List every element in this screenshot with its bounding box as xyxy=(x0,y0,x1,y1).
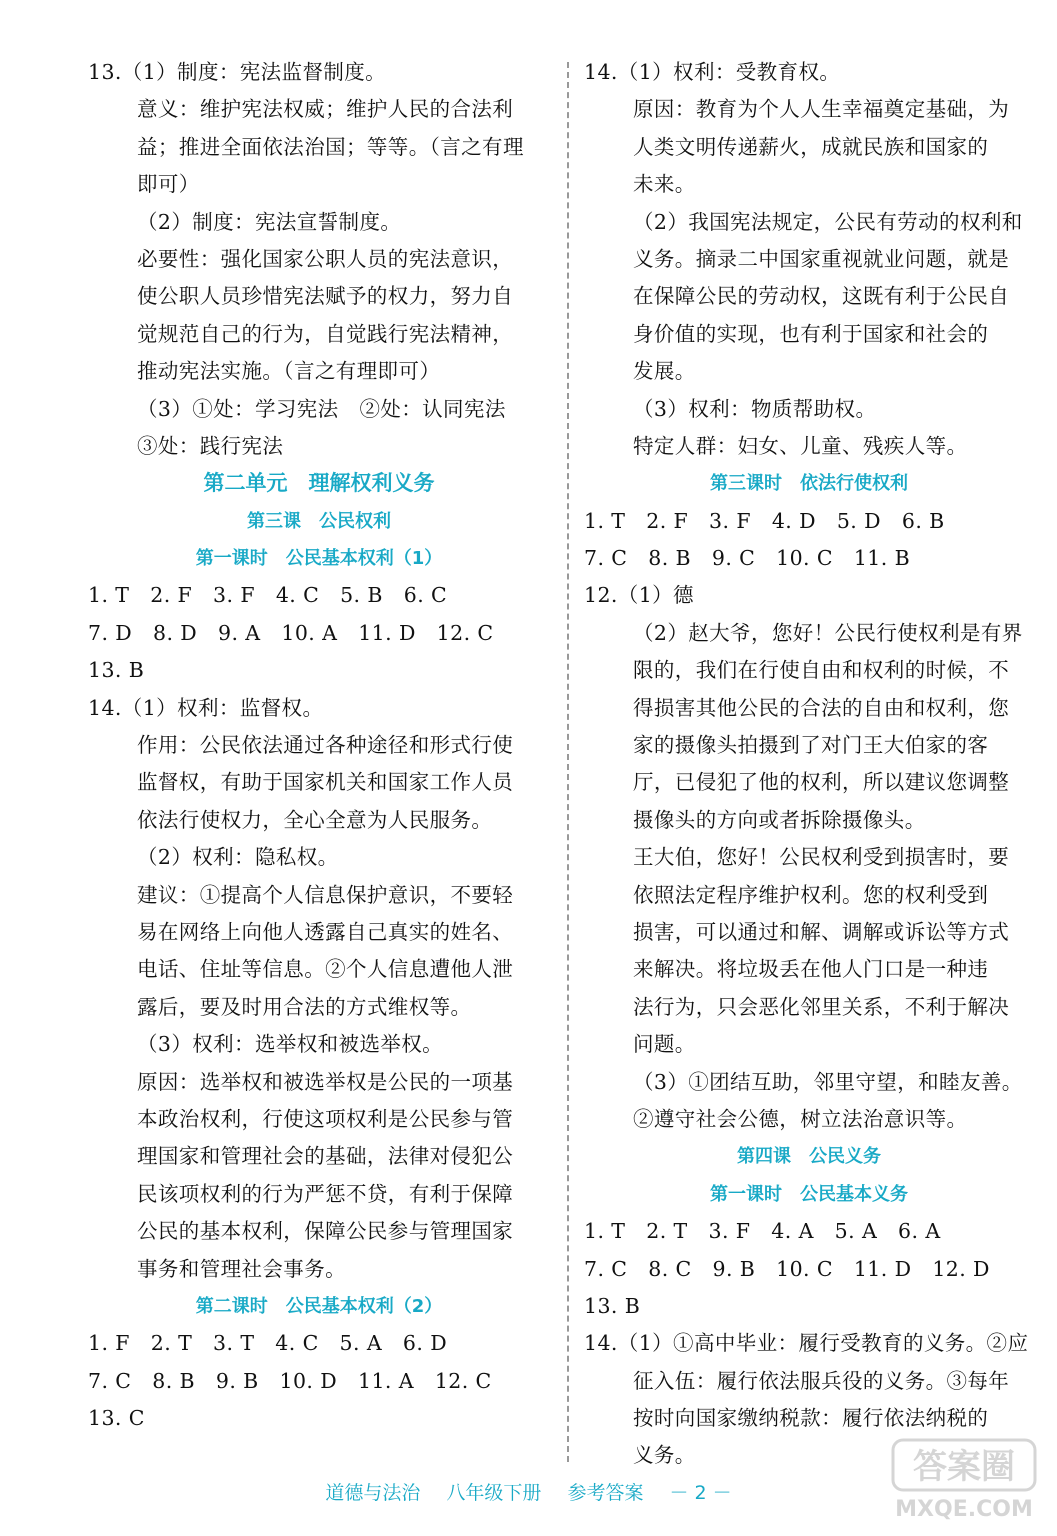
answer-line: ②遵守社会公德，树立法治意识等。 xyxy=(633,1106,968,1131)
answer-line: 原因：教育为个人人生幸福奠定基础，为 xyxy=(633,97,1010,122)
footer-grade: 八年级下册 xyxy=(446,1482,542,1504)
answer-line: 来解决。将垃圾丢在他人门口是一种违 xyxy=(633,957,989,982)
answer-line: （2）权利：隐私权。 xyxy=(137,845,339,870)
answer-line: 发展。 xyxy=(633,359,696,384)
right-column xyxy=(584,54,1034,1475)
footer-page-number: － 2 － xyxy=(669,1482,732,1504)
answer-line: 事务和管理社会事务。 xyxy=(137,1256,346,1281)
answer-line: 1. F 2. T 3. T 4. C 5. A 6. D xyxy=(88,1331,448,1356)
answer-line: 7. C 8. C 9. B 10. C 11. D 12. D xyxy=(584,1256,990,1281)
answer-line: （3）①团结互助，邻里守望，和睦友善。 xyxy=(633,1069,1023,1094)
answer-line: 意义：维护宪法权威；维护人民的合法利 xyxy=(137,97,514,122)
answer-line: 特定人群：妇女、儿童、残疾人等。 xyxy=(633,433,968,458)
answer-line: 人类文明传递薪火，成就民族和国家的 xyxy=(633,134,989,159)
answer-line: （2）制度：宪法宣誓制度。 xyxy=(137,209,402,234)
answer-line: 易在网络上向他人透露自己真实的姓名、 xyxy=(137,919,514,944)
answer-line: 得损害其他公民的合法的自由和权利，您 xyxy=(633,695,1010,720)
answer-line: 1. T 2. T 3. F 4. A 5. A 6. A xyxy=(584,1219,941,1244)
answer-line: 觉规范自己的行为，自觉践行宪法精神， xyxy=(137,321,514,346)
footer-subject: 道德与法治 xyxy=(325,1482,421,1504)
answer-line: 按时向国家缴纳税款：履行依法纳税的 xyxy=(633,1406,989,1431)
answer-line: 13. B xyxy=(88,658,145,683)
answer-line: 身价值的实现，也有利于国家和社会的 xyxy=(633,321,989,346)
answer-line: 限的，我们在行使自由和权利的时候，不 xyxy=(633,658,1010,683)
answer-line: 法行为，只会恶化邻里关系，不利于解决 xyxy=(633,994,1010,1019)
answer-line: 1. T 2. F 3. F 4. C 5. B 6. C xyxy=(88,583,448,608)
column-divider xyxy=(567,62,569,1462)
answer-line: （3）权利：选举权和被选举权。 xyxy=(137,1032,444,1057)
answer-line: ③处：践行宪法 xyxy=(137,433,284,458)
answer-line: （3）①处：学习宪法 ②处：认同宪法 xyxy=(137,396,506,421)
answer-line: 义务。 xyxy=(633,1443,696,1468)
answer-line: （3）权利：物质帮助权。 xyxy=(633,396,877,421)
answer-line: 理国家和管理社会的基础，法律对侵犯公 xyxy=(137,1144,514,1169)
footer-label: 参考答案 xyxy=(567,1482,644,1504)
answer-line: 1. T 2. F 3. F 4. D 5. D 6. B xyxy=(584,508,945,533)
answer-line: 在保障公民的劳动权，这既有利于公民自 xyxy=(633,284,1010,309)
answer-line: 13. B xyxy=(584,1293,641,1318)
answer-line: 益；推进全面依法治国；等等。（言之有理 xyxy=(137,134,524,159)
answer-line: 公民的基本权利，保障公民参与管理国家 xyxy=(137,1219,514,1244)
answer-line: 14.（1）权利：监督权。 xyxy=(88,695,324,720)
answer-line: 推动宪法实施。（言之有理即可） xyxy=(137,359,441,384)
answer-line: 14.（1）①高中毕业：履行受教育的义务。②应 xyxy=(584,1331,1029,1356)
watermark-url: MXQE.COM xyxy=(895,1497,1033,1522)
answer-line: 家的摄像头拍摄到了对门王大伯家的客 xyxy=(633,733,989,758)
answer-line: 建议：①提高个人信息保护意识，不要轻 xyxy=(137,882,514,907)
answer-line: 摄像头的方向或者拆除摄像头。 xyxy=(633,807,926,832)
watermark-mark: 答案圈 xyxy=(913,1447,1015,1487)
answer-line: 即可） xyxy=(137,172,200,197)
answer-line: 本政治权利，行使这项权利是公民参与管 xyxy=(137,1106,514,1131)
answer-line: 13.（1）制度：宪法监督制度。 xyxy=(88,60,387,84)
answer-line: 王大伯，您好！公民权利受到损害时，要 xyxy=(633,845,1010,870)
answer-line: 13. C xyxy=(88,1406,145,1431)
answer-line: （2）赵大爷，您好！公民行使权利是有界 xyxy=(633,620,1023,645)
section-heading: 第三课时 依法行使权利 xyxy=(710,473,908,495)
answer-line: 7. C 8. B 9. B 10. D 11. A 12. C xyxy=(88,1368,492,1393)
answer-line: 依照法定程序维护权利。您的权利受到 xyxy=(633,882,989,907)
section-heading: 第一课时 公民基本权利（1） xyxy=(195,548,443,570)
answer-line: 损害，可以通过和解、调解或诉讼等方式 xyxy=(633,919,1010,944)
answer-line: 必要性：强化国家公职人员的宪法意识， xyxy=(137,246,514,271)
section-heading: 第二课时 公民基本权利（2） xyxy=(195,1295,443,1317)
left-column xyxy=(88,54,550,1437)
answer-line: 问题。 xyxy=(633,1032,696,1057)
section-heading: 第一课时 公民基本义务 xyxy=(710,1183,908,1205)
answer-line: 征入伍：履行依法服兵役的义务。③每年 xyxy=(633,1368,1010,1393)
answer-line: 原因：选举权和被选举权是公民的一项基 xyxy=(137,1069,514,1094)
lesson-heading: 第四课 公民义务 xyxy=(737,1146,881,1168)
answer-line: 电话、住址等信息。②个人信息遭他人泄 xyxy=(137,957,514,982)
answer-line: 14.（1）权利：受教育权。 xyxy=(584,60,841,84)
answer-line: 使公职人员珍惜宪法赋予的权力，努力自 xyxy=(137,284,514,309)
answer-line: 厅，已侵犯了他的权利，所以建议您调整 xyxy=(633,770,1010,795)
answer-line: 义务。摘录二中国家重视就业问题，就是 xyxy=(633,246,1010,271)
answer-line: 作用：公民依法通过各种途径和形式行使 xyxy=(137,733,514,758)
answer-line: 露后，要及时用合法的方式维权等。 xyxy=(137,994,472,1019)
lesson-heading: 第三课 公民权利 xyxy=(247,510,391,532)
answer-line: 12.（1）德 xyxy=(584,583,694,608)
unit-heading: 第二单元 理解权利义务 xyxy=(203,471,435,496)
answer-line: 民该项权利的行为严惩不贷，有利于保障 xyxy=(137,1181,514,1206)
answer-line: 7. D 8. D 9. A 10. A 11. D 12. C xyxy=(88,620,494,645)
answer-line: 监督权，有助于国家机关和国家工作人员 xyxy=(137,770,514,795)
answer-line: （2）我国宪法规定，公民有劳动的权利和 xyxy=(633,209,1023,234)
watermark-logo xyxy=(889,1436,1039,1522)
answer-line: 未来。 xyxy=(633,172,696,197)
answer-line: 依法行使权力，全心全意为人民服务。 xyxy=(137,807,493,832)
answer-line: 7. C 8. B 9. C 10. C 11. B xyxy=(584,546,911,571)
